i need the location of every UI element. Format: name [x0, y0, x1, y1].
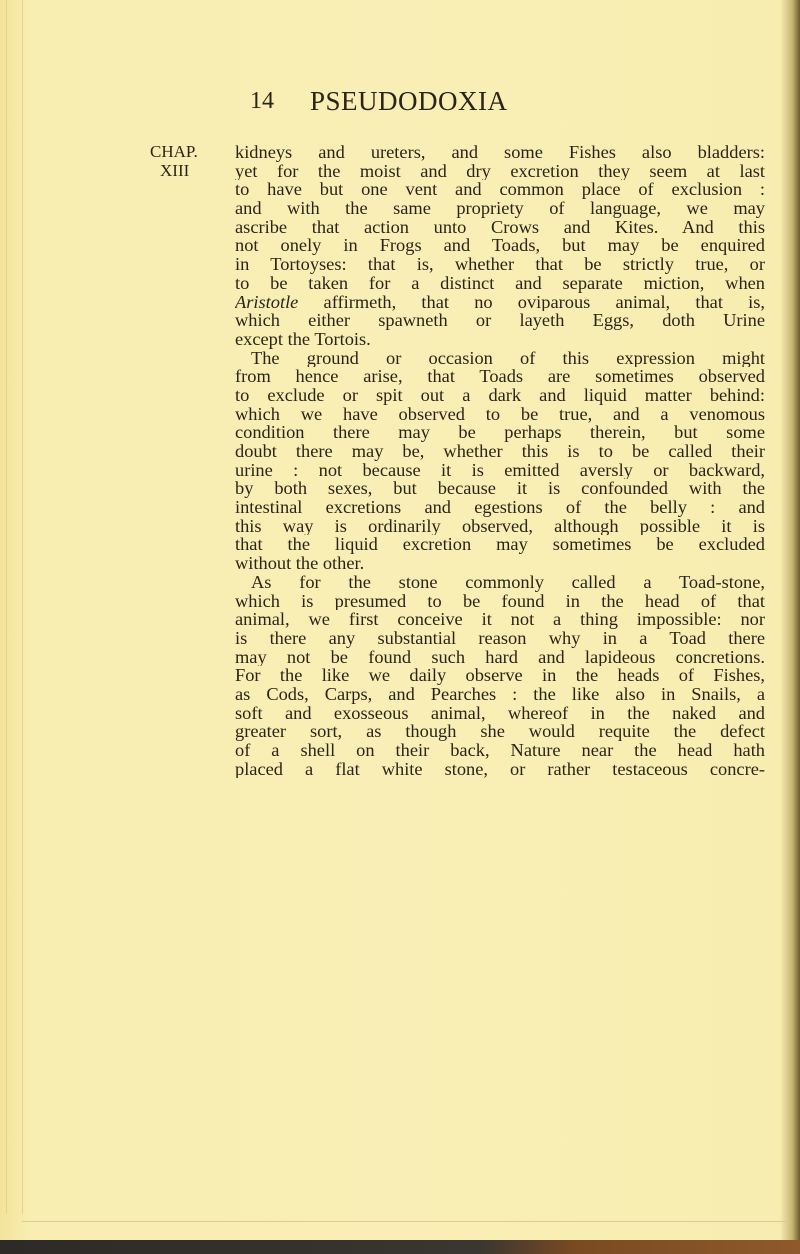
text-line — [235, 685, 765, 704]
text-line — [235, 442, 765, 461]
line-text: which is presumed to be found in the head of that — [235, 591, 765, 611]
running-title: PSEUDODOXIA — [310, 86, 508, 116]
line-text: yet for the moist and dry excretion they seem at last — [235, 161, 765, 181]
text-line — [235, 461, 765, 480]
line-text: to have but one vent and common place of exclusion : — [235, 180, 765, 200]
italic-name: Aristotle — [235, 292, 299, 312]
line-text: except the Tortois. — [235, 328, 371, 349]
line-text: placed a flat white stone, or rather testaceous concre- — [235, 759, 765, 779]
body-text — [235, 143, 765, 778]
line-text: For the like we daily observe in the heads of Fishes, — [235, 666, 765, 685]
line-text: to exclude or spit out a dark and liquid matter behind: — [235, 385, 765, 405]
text-line — [235, 311, 765, 330]
line-text: greater sort, as though she would requite the defect — [235, 722, 765, 741]
text-line — [235, 293, 765, 312]
line-text: by both sexes, but because it is confounded with the — [235, 479, 765, 499]
line-text: to be taken for a distinct and separate miction, when — [235, 273, 765, 293]
text-line — [235, 180, 765, 199]
chapter-number: XIII — [160, 160, 190, 180]
text-line — [235, 517, 765, 536]
text-line — [235, 741, 765, 760]
text-line — [235, 610, 765, 629]
text-line — [235, 479, 765, 498]
line-text: affirmeth, that no oviparous animal, that is, — [298, 292, 765, 312]
page-bottom-edge — [22, 1221, 788, 1222]
text-line — [235, 592, 765, 611]
text-line — [235, 162, 765, 181]
line-text: soft and exosseous animal, whereof in the naked and — [235, 703, 765, 723]
paragraph — [235, 349, 765, 573]
line-text: is there any substantial reason why in a Toad there — [235, 628, 765, 648]
line-text: As for the stone commonly called a Toad-stone, — [251, 572, 765, 592]
paragraph — [235, 143, 765, 349]
text-line — [235, 498, 765, 517]
text-line — [235, 386, 765, 405]
line-text: which we have observed to be true, and a venomous — [235, 404, 765, 424]
text-line — [235, 236, 765, 255]
chapter-label: CHAP. — [150, 142, 198, 161]
line-text: of a shell on their back, Nature near the head hath — [235, 741, 765, 760]
page-header — [235, 86, 765, 116]
book-cover-edge — [0, 1240, 800, 1254]
text-line — [235, 349, 765, 368]
line-text: from hence arise, that Toads are sometimes observed — [235, 367, 765, 386]
line-text: ascribe that action unto Crows and Kites. And this — [235, 217, 765, 237]
text-line — [235, 274, 765, 293]
text-line — [235, 573, 765, 592]
text-line — [235, 405, 765, 424]
text-line — [235, 367, 765, 386]
page-edge — [6, 0, 7, 1214]
line-text: which either spawneth or layeth Eggs, doth Urine — [235, 311, 765, 330]
line-text: and with the same propriety of language, we may — [235, 199, 765, 218]
text-line — [235, 629, 765, 648]
paragraph — [235, 573, 765, 779]
line-text: animal, we first conceive it not a thing impossible: nor — [235, 610, 765, 629]
text-line — [235, 535, 765, 554]
text-line — [235, 143, 765, 162]
line-text: kidneys and ureters, and some Fishes also bladders: — [235, 143, 765, 162]
line-text: intestinal excretions and egestions of the belly : and — [235, 498, 765, 517]
line-text: not onely in Frogs and Toads, but may be enquired — [235, 236, 765, 256]
text-line — [235, 554, 765, 573]
line-text: doubt there may be, whether this is to be called their — [235, 442, 765, 461]
text-line — [235, 648, 765, 667]
text-line — [235, 218, 765, 237]
text-line — [235, 722, 765, 741]
line-text: urine : not because it is emitted aversly or backward, — [235, 460, 765, 480]
line-text: The ground or occasion of this expression might — [251, 348, 765, 368]
line-text: may not be found such hard and lapideous concretions. — [235, 647, 765, 667]
text-line — [235, 666, 765, 685]
line-text: without the other. — [235, 553, 365, 574]
line-text: this way is ordinarily observed, although possible it is — [235, 516, 765, 536]
text-line — [235, 199, 765, 218]
page-edge — [22, 0, 23, 1214]
text-line — [235, 760, 765, 779]
text-line — [235, 255, 765, 274]
text-line — [235, 704, 765, 723]
text-line — [235, 330, 765, 349]
line-text: condition there may be perhaps therein, but some — [235, 423, 765, 442]
line-text: in Tortoyses: that is, whether that be strictly true, or — [235, 255, 765, 274]
line-text: that the liquid excretion may sometimes be excluded — [235, 535, 765, 555]
page-number: 14 — [250, 88, 274, 114]
text-line — [235, 423, 765, 442]
line-text: as Cods, Carps, and Pearches : the like also in Snails, a — [235, 684, 765, 704]
